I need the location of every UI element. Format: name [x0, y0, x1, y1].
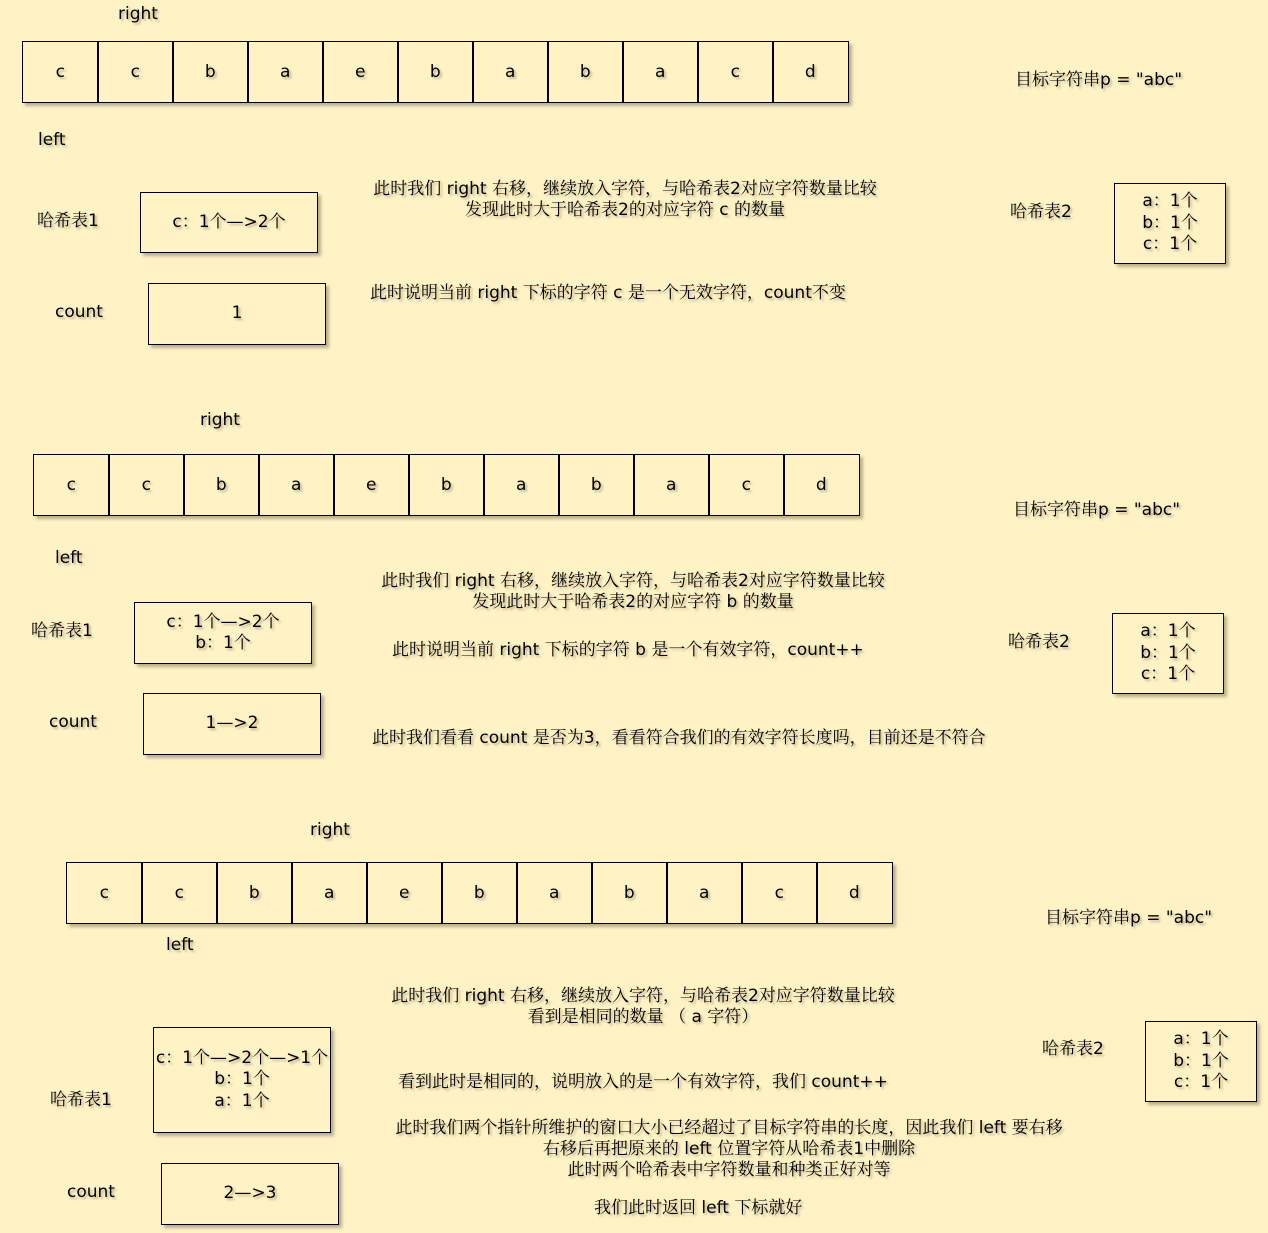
target-string-label: 目标字符串p = "abc" [1015, 70, 1183, 90]
array-cell: b [408, 454, 485, 516]
array-cell: c [22, 41, 99, 103]
return-note: 我们此时返回 left 下标就好 [594, 1198, 803, 1218]
array-cell: a [472, 41, 549, 103]
array-cell: c [33, 454, 110, 516]
array-cell: b [558, 454, 635, 516]
array-cell: a [622, 41, 699, 103]
step-conclusion: 此时说明当前 right 下标的字符 c 是一个无效字符，count不变 [370, 283, 846, 303]
count-check-note: 此时我们看看 count 是否为3，看看符合我们的有效字符长度吗，目前还是不符合 [372, 728, 986, 748]
target-string-label: 目标字符串p = "abc" [1045, 908, 1213, 928]
array-cell: a [258, 454, 335, 516]
array-cell: a [247, 41, 324, 103]
step-conclusion: 看到此时是相同的，说明放入的是一个有效字符，我们 count++ [398, 1072, 888, 1092]
array-cell: b [591, 862, 668, 924]
array-cell: a [483, 454, 560, 516]
hash-table-2: a：1个 b：1个 c：1个 [1112, 613, 1224, 694]
count-box: 1—>2 [143, 693, 321, 755]
array-cell: a [516, 862, 593, 924]
array-cell: e [333, 454, 410, 516]
array-cell: a [291, 862, 368, 924]
step-description: 此时我们 right 右移，继续放入字符，与哈希表2对应字符数量比较 看到是相同的数量 （ a 字符） [391, 986, 895, 1027]
char-array [33, 454, 860, 516]
count-label: count [67, 1182, 115, 1202]
count-box: 2—>3 [161, 1163, 339, 1225]
count-label: count [55, 302, 103, 322]
array-cell: b [183, 454, 260, 516]
array-cell: d [783, 454, 860, 516]
window-shrink-note: 此时我们两个指针所维护的窗口大小已经超过了目标字符串的长度，因此我们 left 要右移 右移后再把原来的 left 位置字符从哈希表1中删除 此时两个哈希表中字符数量和种类正好对等 [395, 1118, 1063, 1180]
step-description: 此时我们 right 右移，继续放入字符，与哈希表2对应字符数量比较 发现此时大于哈希表2的对应字符 b 的数量 [381, 571, 885, 612]
target-string-label: 目标字符串p = "abc" [1013, 500, 1181, 520]
array-cell: c [141, 862, 218, 924]
array-cell: a [633, 454, 710, 516]
array-cell: d [772, 41, 849, 103]
array-cell: e [322, 41, 399, 103]
array-cell: b [547, 41, 624, 103]
right-pointer-label: right [118, 4, 158, 24]
hash-table-2-label: 哈希表2 [1010, 202, 1072, 222]
char-array [22, 41, 849, 103]
hash-table-1: c：1个—>2个 b：1个 [134, 602, 312, 664]
left-pointer-label: left [38, 130, 66, 150]
array-cell: d [816, 862, 893, 924]
array-cell: c [66, 862, 143, 924]
hash-table-1-label: 哈希表1 [31, 621, 93, 641]
array-cell: c [108, 454, 185, 516]
array-cell: c [708, 454, 785, 516]
hash-table-2: a：1个 b：1个 c：1个 [1114, 183, 1226, 264]
array-cell: a [666, 862, 743, 924]
hash-table-2: a：1个 b：1个 c：1个 [1145, 1021, 1257, 1102]
left-pointer-label: left [55, 548, 83, 568]
hash-table-1: c：1个—>2个—>1个 b：1个 a：1个 [153, 1027, 331, 1133]
hash-table-2-label: 哈希表2 [1042, 1039, 1104, 1059]
array-cell: e [366, 862, 443, 924]
hash-table-1-label: 哈希表1 [50, 1090, 112, 1110]
step-description: 此时我们 right 右移，继续放入字符，与哈希表2对应字符数量比较 发现此时大于哈希表2的对应字符 c 的数量 [373, 179, 877, 220]
array-cell: c [697, 41, 774, 103]
left-pointer-label: left [166, 935, 194, 955]
hash-table-1: c：1个—>2个 [140, 192, 318, 253]
right-pointer-label: right [310, 820, 350, 840]
right-pointer-label: right [200, 410, 240, 430]
char-array [66, 862, 893, 924]
array-cell: c [97, 41, 174, 103]
array-cell: b [172, 41, 249, 103]
step-conclusion: 此时说明当前 right 下标的字符 b 是一个有效字符，count++ [392, 640, 864, 660]
count-box: 1 [148, 283, 326, 345]
array-cell: b [397, 41, 474, 103]
count-label: count [49, 712, 97, 732]
array-cell: b [216, 862, 293, 924]
array-cell: c [741, 862, 818, 924]
hash-table-2-label: 哈希表2 [1008, 632, 1070, 652]
hash-table-1-label: 哈希表1 [37, 211, 99, 231]
array-cell: b [441, 862, 518, 924]
